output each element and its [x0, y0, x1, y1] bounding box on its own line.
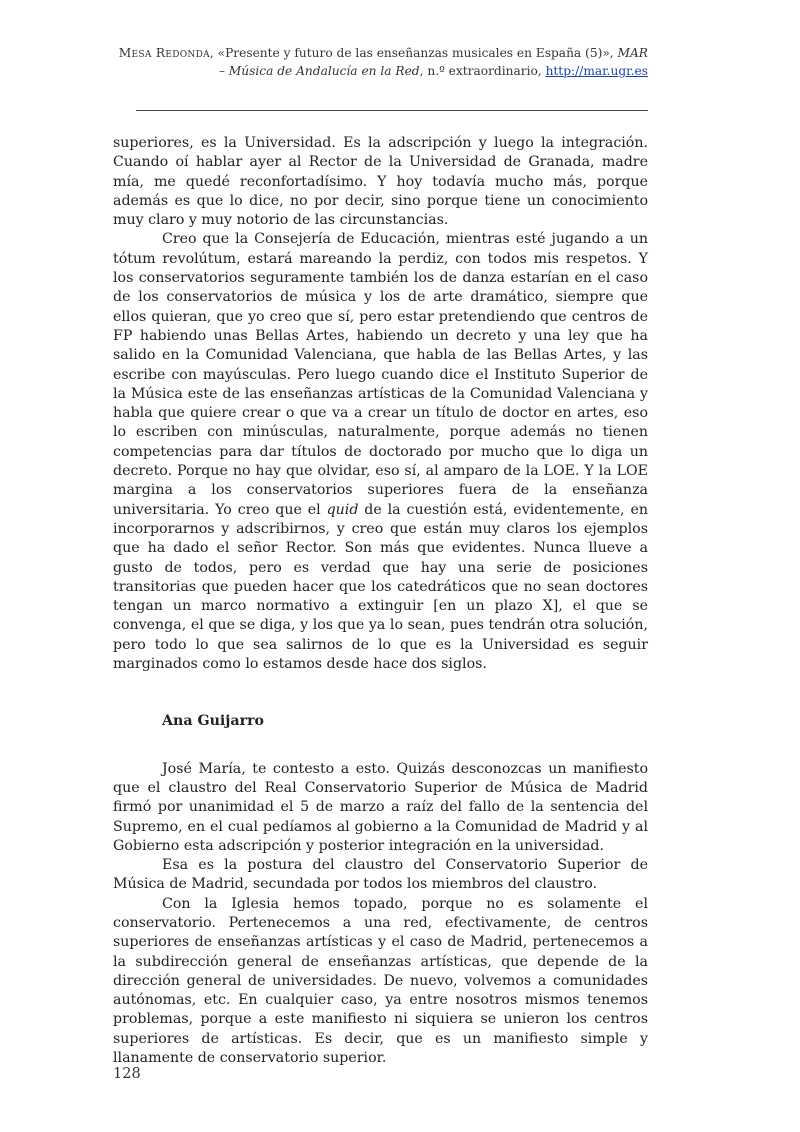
paragraph-2-italic-word: quid — [326, 501, 359, 518]
header-title: , «Presente y futuro de las enseñanzas musicales en España (5)», — [209, 46, 618, 60]
paragraph-4: Esa es la postura del claustro del Conservatorio Superior de Música de Madrid, secundada por todos los miembros del claustro. — [113, 857, 648, 893]
header-author: Mesa Redonda — [118, 46, 210, 60]
paragraph-2 — [113, 230, 648, 674]
page-number: 128 — [113, 1066, 141, 1082]
header-journal: MAR – Música de Andalucía en la Red — [218, 46, 648, 78]
header-issue: , n.º extraordinario, — [419, 64, 546, 78]
header-url-link[interactable]: http://mar.ugr.es — [545, 64, 648, 78]
speaker-heading: Ana Guijarro — [162, 713, 265, 730]
header-divider — [136, 110, 648, 111]
running-header — [110, 44, 648, 80]
paragraph-3: José María, te contesto a esto. Quizás desconozcas un manifiesto que el claustro del Real Conservatorio Superior de Música de Madrid firmó por unanimidad el 5 de marzo a raíz del fallo de la sentencia del Supremo, en el cual pedíamos al gobierno a la Comunidad de Madrid y al Gobierno esta adscripción y posterior integración en la universidad. — [113, 760, 648, 854]
paragraph-2-part-2: de la cuestión está, evidentemente, en incorporarnos y adscribirnos, y creo que están muy claros los ejemplos que ha dado el señor Rector. Son más que evidentes. Nunca llueve a gusto de todos, pero es verdad que hay una serie de posiciones transitorias que pueden hacer que los catedráticos que no sean doctores tengan un marco normativo a extinguir [en un plazo X], el que se convenga, el que se diga, y los que ya lo sean, pues tendrán otra solución, pero todo lo que sea salirnos de lo que es la Universidad es seguir marginados como lo estamos desde hace dos siglos. — [113, 501, 648, 673]
paragraph-2-part-1: Creo que la Consejería de Educación, mientras esté jugando a un tótum revolútum, estará mareando la perdiz, con todos mis respetos. Y los conservatorios seguramente también los de danza estarían en el caso de los conservatorios de música y los de arte dramático, siempre que ellos quieran, que yo creo que sí, pero estar pretendiendo que centros de FP habiendo unas Bellas Artes, habiendo un decreto y una ley que ha salido en la Comunidad Valenciana, que habla de las Bellas Artes, y las escribe con mayúsculas. Pero luego cuando dice el Instituto Superior de la Música este de las enseñanzas artísticas de la Comunidad Valenciana y habla que quiere crear o que va a crear un título de doctor en artes, eso lo escriben con minúsculas, naturalmente, porque además no tienen competencias para dar títulos de doctorado por mucho que lo diga un decreto. Porque no hay que olvidar, eso sí, al amparo de la LOE. Y la LOE margina a los conservatorios superiores fuera de la enseñanza universitaria. Yo creo que el — [113, 231, 648, 518]
paragraph-1: superiores, es la Universidad. Es la adscripción y luego la integración. Cuando oí hablar ayer al Rector de la Universidad de Granada, madre mía, me quedé reconfortadísimo. Y hoy todavía mucho más, porque además es que lo dice, no por decir, sino porque tiene un conocimiento muy claro y muy notorio de las circunstancias. — [113, 135, 648, 229]
paragraph-5: Con la Iglesia hemos topado, porque no es solamente el conservatorio. Pertenecemos a una red, efectivamente, de centros superiores de enseñanzas artísticas y el caso de Madrid, pertenecemos a la subdirección general de enseñanzas artísticas, que depende de la dirección general de universidades. De nuevo, volvemos a comunidades autónomas, etc. En cualquier caso, ya entre nosotros mismos tenemos problemas, porque a este manifiesto ni siquiera se unieron los centros superiores de artísticas. Es decir, que es un manifiesto simple y llanamente de conservatorio superior. — [113, 895, 648, 1067]
page-body — [113, 134, 648, 1068]
